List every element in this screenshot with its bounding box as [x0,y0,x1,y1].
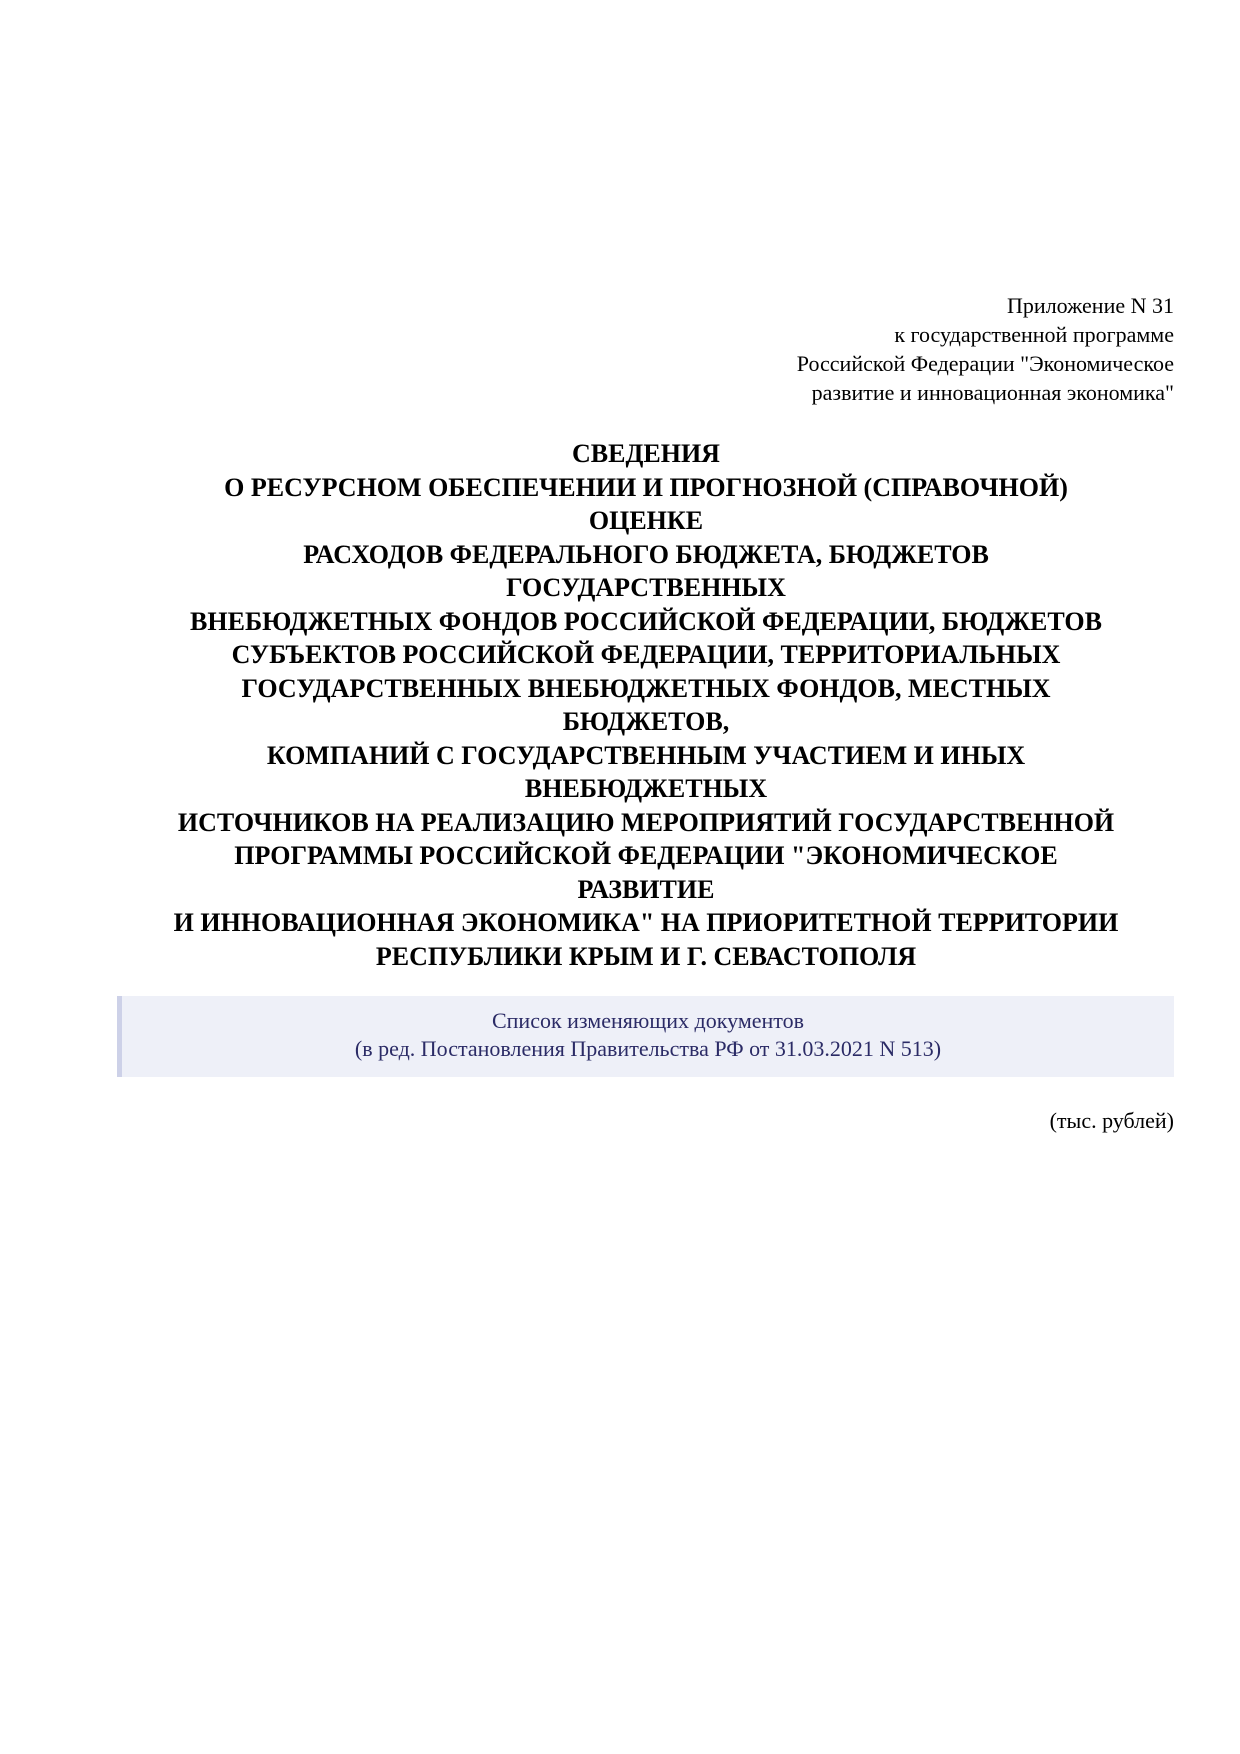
title-line: ПРОГРАММЫ РОССИЙСКОЙ ФЕДЕРАЦИИ "ЭКОНОМИЧЕСКОЕ [234,841,1058,870]
title-line: СВЕДЕНИЯ [572,439,720,468]
title-line: ВНЕБЮДЖЕТНЫХ [524,774,768,803]
title-line: СУБЪЕКТОВ РОССИЙСКОЙ ФЕДЕРАЦИИ, ТЕРРИТОРИАЛЬНЫХ [231,640,1061,669]
title-line: РЕСПУБЛИКИ КРЫМ И Г. СЕВАСТОПОЛЯ [375,941,917,971]
title-line: РАСХОДОВ ФЕДЕРАЛЬНОГО БЮДЖЕТА, БЮДЖЕТОВ [303,539,989,569]
title-line: ГОСУДАРСТВЕННЫХ [506,573,786,602]
title-line: ИСТОЧНИКОВ НА РЕАЛИЗАЦИЮ МЕРОПРИЯТИЙ ГОСУДАРСТВЕННОЙ [177,807,1115,837]
amending-documents-box [117,996,1174,1077]
title-line: ОЦЕНКЕ [588,506,704,535]
title-line: И ИННОВАЦИОННАЯ ЭКОНОМИКА" НА ПРИОРИТЕТНОЙ ТЕРРИТОРИИ [173,908,1119,937]
units-note: (тыс. рублей) [1049,1108,1174,1133]
title-line: БЮДЖЕТОВ, [562,707,730,736]
title-line: КОМПАНИЙ С ГОСУДАРСТВЕННЫМ УЧАСТИЕМ И ИНЫХ [266,740,1026,770]
title-line: РАЗВИТИЕ [577,874,715,904]
appendix-header [797,291,1174,407]
amending-documents-reference: (в ред. Постановления Правительства РФ от 31.03.2021 N 513) [354,1036,942,1061]
appendix-line: Российской Федерации "Экономическое [796,351,1174,376]
appendix-line: развитие и инновационная экономика" [811,380,1174,405]
appendix-line: к государственной программе [894,322,1174,347]
document-title [117,437,1175,973]
appendix-line: Приложение N 31 [1007,293,1174,318]
title-line: ВНЕБЮДЖЕТНЫХ ФОНДОВ РОССИЙСКОЙ ФЕДЕРАЦИИ, БЮДЖЕТОВ [190,606,1102,636]
title-line: ГОСУДАРСТВЕННЫХ ВНЕБЮДЖЕТНЫХ ФОНДОВ, МЕСТНЫХ [241,673,1051,703]
amending-documents-heading: Список изменяющих документов [491,1008,804,1033]
title-line: О РЕСУРСНОМ ОБЕСПЕЧЕНИИ И ПРОГНОЗНОЙ (СПРАВОЧНОЙ) [224,472,1068,502]
